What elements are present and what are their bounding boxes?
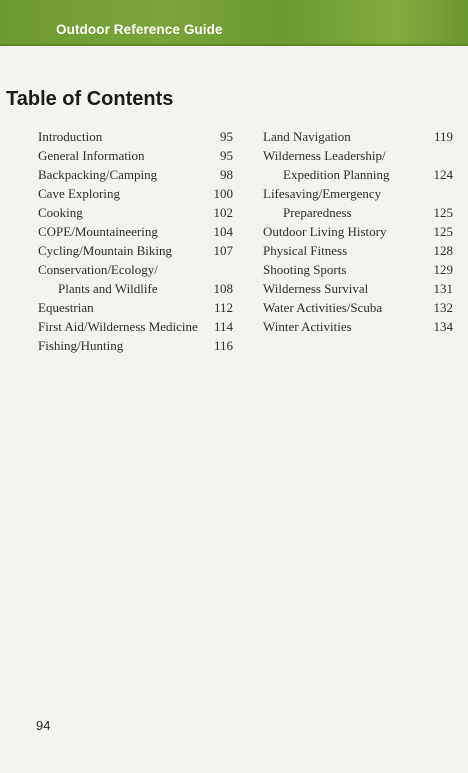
toc-entry-page: 134	[433, 319, 453, 334]
toc-entry-title: Shooting Sports	[263, 262, 347, 277]
toc-entry-page: 95	[220, 148, 233, 163]
toc-entry	[38, 165, 233, 184]
toc-entry-title: Land Navigation	[263, 129, 351, 144]
toc-entry-page: 107	[213, 243, 233, 258]
toc-entry-title: COPE/Mountaineering	[38, 224, 158, 239]
toc-entry	[263, 146, 453, 165]
toc-entry	[38, 127, 233, 146]
toc-entry-title: Plants and Wildlife	[58, 281, 158, 296]
toc-entry-title: First Aid/Wilderness Medicine	[38, 319, 198, 334]
toc-entry-title: Lifesaving/Emergency	[263, 186, 382, 201]
toc-entry	[263, 184, 453, 203]
toc-entry-page: 132	[433, 300, 453, 315]
toc-entry-title: Water Activities/Scuba	[263, 300, 383, 315]
toc-entry-page: 100	[213, 186, 233, 201]
toc-entry-page: 128	[433, 243, 453, 258]
toc-entry	[38, 203, 233, 222]
toc-entry	[38, 241, 233, 260]
page-title: Table of Contents	[6, 88, 174, 110]
toc-entry	[263, 203, 453, 222]
toc-entry	[38, 222, 233, 241]
toc-entry-title: Expedition Planning	[283, 167, 390, 182]
toc-entry-title: Cave Exploring	[38, 186, 120, 201]
toc-entry-page: 108	[213, 281, 233, 296]
toc-entry	[263, 222, 453, 241]
toc-entry	[38, 260, 233, 279]
toc-entry-page: 114	[213, 319, 233, 334]
toc-entry-page: 98	[220, 167, 233, 182]
toc-entry-page: 119	[433, 129, 453, 144]
toc-entry	[38, 298, 233, 317]
toc-entry-page: 131	[433, 281, 453, 296]
toc-entry	[263, 241, 453, 260]
toc-entry-page: 125	[433, 205, 453, 220]
toc-entry-page: 116	[213, 338, 233, 353]
toc-entry	[263, 165, 453, 184]
toc-left-column	[38, 127, 233, 355]
toc-entry	[38, 336, 233, 355]
toc-entry-page: 102	[213, 205, 233, 220]
toc-entry-page: 104	[213, 224, 233, 239]
toc-entry-title: Physical Fitness	[263, 243, 348, 258]
toc-entry-title: Cycling/Mountain Biking	[38, 243, 172, 258]
toc-entry-title: Fishing/Hunting	[38, 338, 124, 353]
toc-entry-title: Preparedness	[283, 205, 352, 220]
header-band	[0, 0, 468, 46]
toc-entry-title: Wilderness Survival	[263, 281, 369, 296]
toc-entry-title: Wilderness Leadership/	[263, 148, 386, 163]
toc-entry	[38, 146, 233, 165]
section-title: Outdoor Reference Guide	[56, 22, 223, 37]
toc-entry-title: Outdoor Living History	[263, 224, 387, 239]
toc-entry	[38, 184, 233, 203]
toc-entry	[263, 279, 453, 298]
page-number: 94	[36, 718, 51, 733]
toc-entry-title: Backpacking/Camping	[38, 167, 158, 182]
toc-entry	[263, 317, 453, 336]
toc-entry-title: General Information	[38, 148, 145, 163]
toc-entry-page: 125	[433, 224, 453, 239]
toc-entry	[263, 260, 453, 279]
toc-entry-page: 124	[433, 167, 453, 182]
toc-entry	[263, 298, 453, 317]
toc-entry-title: Cooking	[38, 205, 83, 220]
toc-entry	[38, 317, 233, 336]
toc-entry	[38, 279, 233, 298]
toc-entry-page: 112	[213, 300, 233, 315]
toc-right-column	[263, 127, 453, 336]
toc-entry-title: Introduction	[38, 129, 103, 144]
toc-entry	[263, 127, 453, 146]
toc-entry-page: 95	[220, 129, 233, 144]
toc-entry-page: 129	[433, 262, 453, 277]
toc-entry-title: Conservation/Ecology/	[38, 262, 158, 277]
toc-entry-title: Equestrian	[38, 300, 94, 315]
toc-entry-title: Winter Activities	[263, 319, 352, 334]
